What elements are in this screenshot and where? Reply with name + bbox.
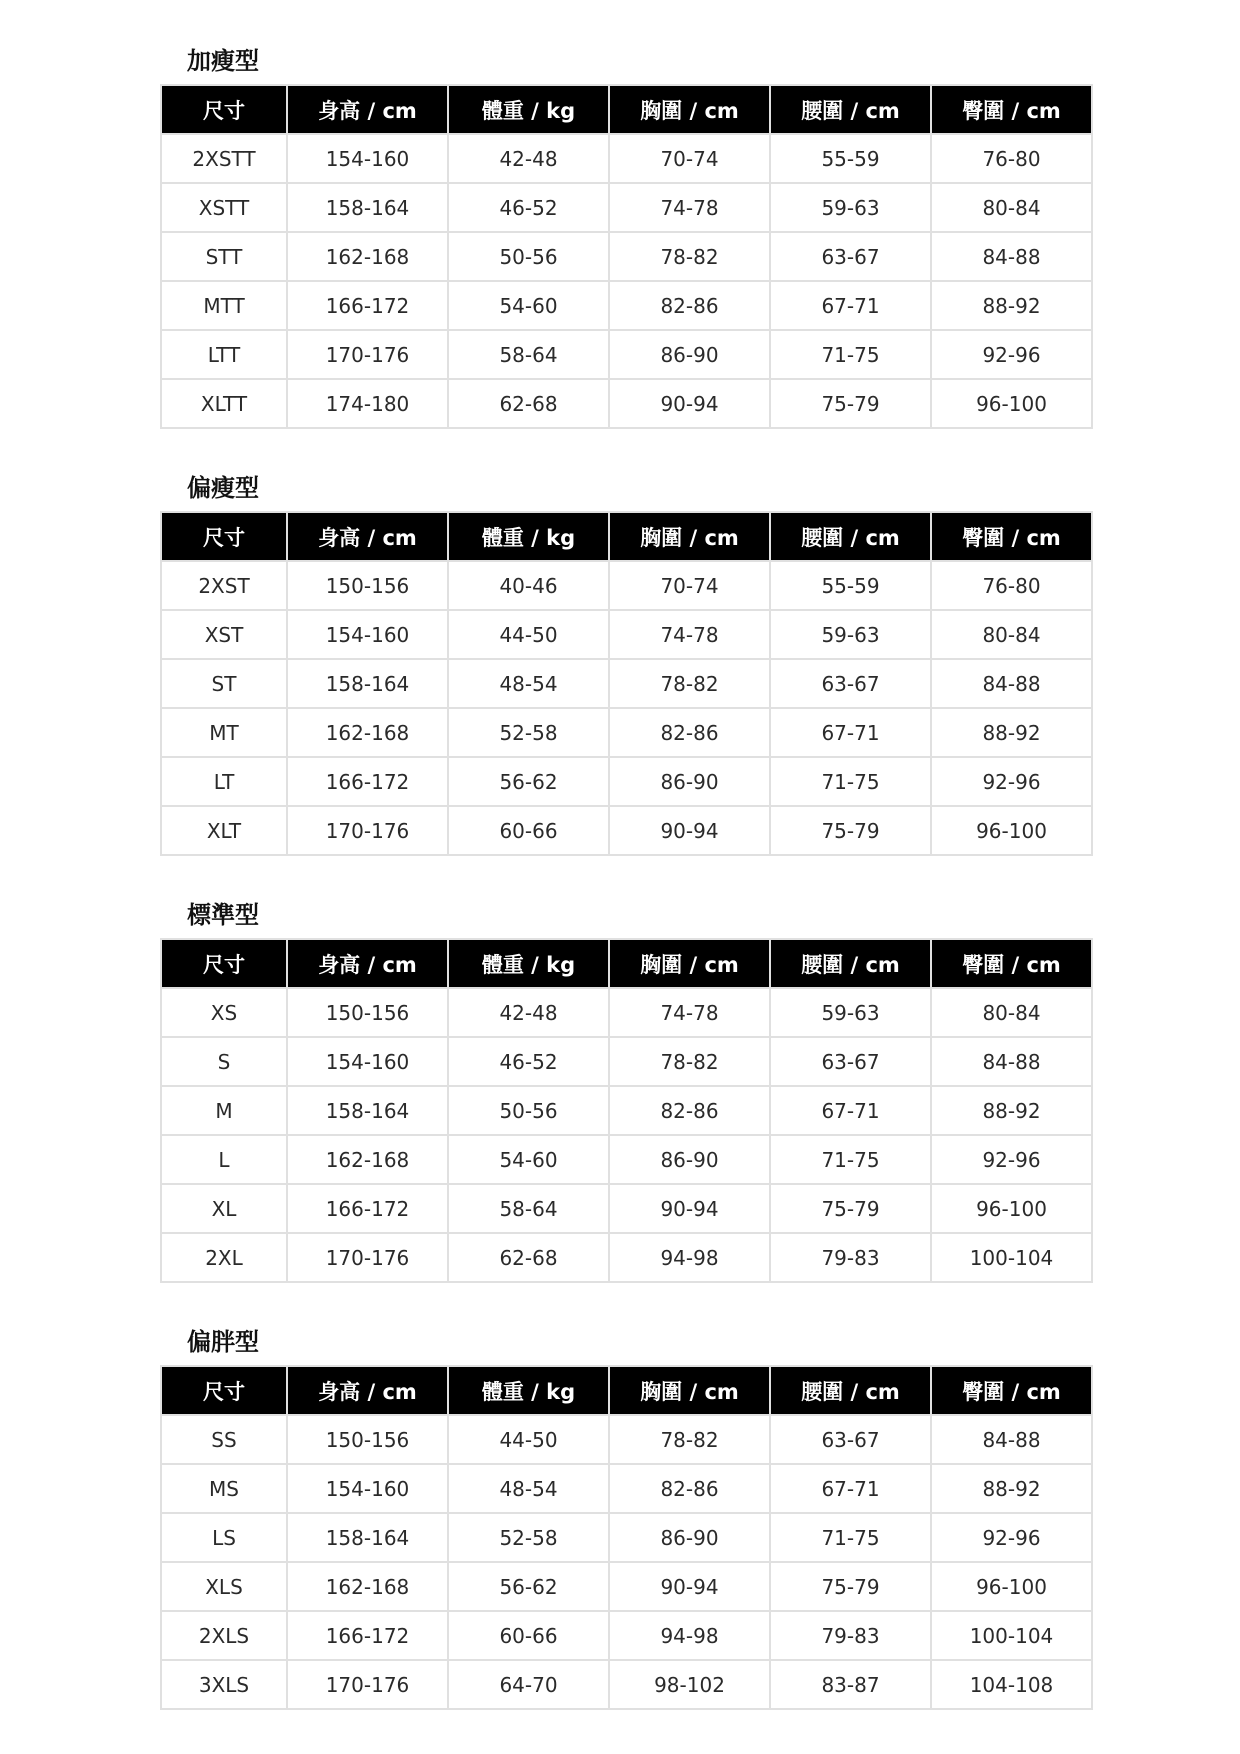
cell-waist: 67-71 <box>770 708 931 757</box>
cell-hip: 100-104 <box>931 1233 1092 1282</box>
cell-height: 162-168 <box>287 232 448 281</box>
cell-size: SS <box>161 1415 287 1464</box>
cell-height: 166-172 <box>287 281 448 330</box>
section-title: 偏胖型 <box>187 1328 259 1356</box>
cell-weight: 62-68 <box>448 1233 609 1282</box>
cell-size: 2XL <box>161 1233 287 1282</box>
cell-chest: 94-98 <box>609 1611 770 1660</box>
cell-chest: 82-86 <box>609 1464 770 1513</box>
cell-chest: 90-94 <box>609 806 770 855</box>
column-header-hip: 臀圍 / cm <box>931 85 1092 134</box>
column-header-hip: 臀圍 / cm <box>931 1366 1092 1415</box>
cell-hip: 80-84 <box>931 610 1092 659</box>
cell-height: 150-156 <box>287 1415 448 1464</box>
cell-height: 174-180 <box>287 379 448 428</box>
cell-chest: 86-90 <box>609 1513 770 1562</box>
cell-height: 158-164 <box>287 1513 448 1562</box>
table-row <box>161 1513 1092 1562</box>
table-row <box>161 659 1092 708</box>
cell-waist: 63-67 <box>770 1415 931 1464</box>
cell-height: 158-164 <box>287 659 448 708</box>
cell-hip: 84-88 <box>931 232 1092 281</box>
cell-weight: 60-66 <box>448 1611 609 1660</box>
column-header-waist: 腰圍 / cm <box>770 939 931 988</box>
cell-size: MT <box>161 708 287 757</box>
size-table <box>160 1365 1093 1710</box>
column-header-hip: 臀圍 / cm <box>931 939 1092 988</box>
cell-size: XS <box>161 988 287 1037</box>
cell-waist: 67-71 <box>770 1464 931 1513</box>
cell-size: 3XLS <box>161 1660 287 1709</box>
cell-chest: 90-94 <box>609 1562 770 1611</box>
cell-waist: 63-67 <box>770 659 931 708</box>
column-header-height: 身高 / cm <box>287 85 448 134</box>
cell-chest: 74-78 <box>609 610 770 659</box>
cell-weight: 62-68 <box>448 379 609 428</box>
cell-hip: 76-80 <box>931 134 1092 183</box>
cell-height: 166-172 <box>287 757 448 806</box>
cell-hip: 88-92 <box>931 708 1092 757</box>
cell-hip: 84-88 <box>931 659 1092 708</box>
cell-chest: 78-82 <box>609 232 770 281</box>
cell-weight: 42-48 <box>448 134 609 183</box>
cell-waist: 67-71 <box>770 281 931 330</box>
cell-size: 2XSTT <box>161 134 287 183</box>
column-header-size: 尺寸 <box>161 85 287 134</box>
section-title: 標準型 <box>187 901 259 929</box>
size-table <box>160 84 1093 429</box>
cell-waist: 83-87 <box>770 1660 931 1709</box>
section-title: 加瘦型 <box>187 47 259 75</box>
table-row <box>161 1184 1092 1233</box>
table-row <box>161 1660 1092 1709</box>
cell-waist: 59-63 <box>770 610 931 659</box>
cell-size: XLTT <box>161 379 287 428</box>
column-header-size: 尺寸 <box>161 939 287 988</box>
cell-chest: 74-78 <box>609 988 770 1037</box>
section-title: 偏瘦型 <box>187 474 259 502</box>
size-table <box>160 511 1093 856</box>
cell-weight: 54-60 <box>448 281 609 330</box>
column-header-waist: 腰圍 / cm <box>770 512 931 561</box>
cell-weight: 44-50 <box>448 1415 609 1464</box>
cell-size: XLT <box>161 806 287 855</box>
cell-chest: 98-102 <box>609 1660 770 1709</box>
table-header-row <box>161 1366 1092 1415</box>
cell-chest: 86-90 <box>609 1135 770 1184</box>
cell-size: ST <box>161 659 287 708</box>
cell-weight: 58-64 <box>448 330 609 379</box>
cell-height: 150-156 <box>287 561 448 610</box>
table-row <box>161 1135 1092 1184</box>
column-header-waist: 腰圍 / cm <box>770 1366 931 1415</box>
column-header-hip: 臀圍 / cm <box>931 512 1092 561</box>
cell-height: 154-160 <box>287 610 448 659</box>
cell-size: 2XST <box>161 561 287 610</box>
cell-height: 162-168 <box>287 708 448 757</box>
cell-waist: 75-79 <box>770 1562 931 1611</box>
cell-height: 154-160 <box>287 1037 448 1086</box>
cell-height: 158-164 <box>287 1086 448 1135</box>
cell-chest: 78-82 <box>609 1415 770 1464</box>
cell-hip: 92-96 <box>931 330 1092 379</box>
column-header-size: 尺寸 <box>161 1366 287 1415</box>
cell-height: 162-168 <box>287 1135 448 1184</box>
table-row <box>161 1233 1092 1282</box>
table-row <box>161 379 1092 428</box>
cell-height: 170-176 <box>287 330 448 379</box>
cell-height: 166-172 <box>287 1611 448 1660</box>
table-row <box>161 134 1092 183</box>
column-header-waist: 腰圍 / cm <box>770 85 931 134</box>
cell-hip: 80-84 <box>931 183 1092 232</box>
cell-hip: 88-92 <box>931 1464 1092 1513</box>
cell-size: XSTT <box>161 183 287 232</box>
cell-weight: 48-54 <box>448 659 609 708</box>
cell-chest: 78-82 <box>609 659 770 708</box>
cell-waist: 55-59 <box>770 134 931 183</box>
cell-hip: 76-80 <box>931 561 1092 610</box>
cell-waist: 71-75 <box>770 1513 931 1562</box>
cell-weight: 44-50 <box>448 610 609 659</box>
table-row <box>161 1037 1092 1086</box>
cell-chest: 90-94 <box>609 1184 770 1233</box>
cell-hip: 92-96 <box>931 1135 1092 1184</box>
column-header-chest: 胸圍 / cm <box>609 1366 770 1415</box>
cell-waist: 79-83 <box>770 1233 931 1282</box>
cell-size: S <box>161 1037 287 1086</box>
table-row <box>161 988 1092 1037</box>
table-row <box>161 610 1092 659</box>
cell-height: 162-168 <box>287 1562 448 1611</box>
cell-weight: 40-46 <box>448 561 609 610</box>
cell-weight: 50-56 <box>448 1086 609 1135</box>
cell-size: L <box>161 1135 287 1184</box>
cell-waist: 59-63 <box>770 183 931 232</box>
cell-chest: 70-74 <box>609 134 770 183</box>
cell-hip: 96-100 <box>931 379 1092 428</box>
cell-waist: 63-67 <box>770 1037 931 1086</box>
cell-chest: 78-82 <box>609 1037 770 1086</box>
cell-size: XL <box>161 1184 287 1233</box>
table-row <box>161 1562 1092 1611</box>
cell-size: M <box>161 1086 287 1135</box>
cell-waist: 55-59 <box>770 561 931 610</box>
cell-size: LS <box>161 1513 287 1562</box>
cell-chest: 86-90 <box>609 757 770 806</box>
cell-size: LTT <box>161 330 287 379</box>
cell-size: XLS <box>161 1562 287 1611</box>
column-header-weight: 體重 / kg <box>448 512 609 561</box>
cell-height: 158-164 <box>287 183 448 232</box>
cell-weight: 42-48 <box>448 988 609 1037</box>
cell-hip: 96-100 <box>931 1562 1092 1611</box>
table-row <box>161 561 1092 610</box>
column-header-chest: 胸圍 / cm <box>609 512 770 561</box>
cell-height: 170-176 <box>287 1233 448 1282</box>
cell-chest: 82-86 <box>609 281 770 330</box>
table-header-row <box>161 512 1092 561</box>
cell-hip: 84-88 <box>931 1037 1092 1086</box>
column-header-size: 尺寸 <box>161 512 287 561</box>
cell-weight: 52-58 <box>448 1513 609 1562</box>
cell-hip: 92-96 <box>931 1513 1092 1562</box>
cell-height: 166-172 <box>287 1184 448 1233</box>
cell-chest: 94-98 <box>609 1233 770 1282</box>
table-row <box>161 708 1092 757</box>
cell-waist: 79-83 <box>770 1611 931 1660</box>
cell-hip: 80-84 <box>931 988 1092 1037</box>
cell-waist: 71-75 <box>770 330 931 379</box>
cell-hip: 100-104 <box>931 1611 1092 1660</box>
cell-weight: 60-66 <box>448 806 609 855</box>
cell-waist: 75-79 <box>770 1184 931 1233</box>
cell-chest: 74-78 <box>609 183 770 232</box>
cell-size: STT <box>161 232 287 281</box>
cell-size: 2XLS <box>161 1611 287 1660</box>
column-header-weight: 體重 / kg <box>448 939 609 988</box>
cell-weight: 58-64 <box>448 1184 609 1233</box>
cell-chest: 70-74 <box>609 561 770 610</box>
cell-weight: 54-60 <box>448 1135 609 1184</box>
cell-chest: 90-94 <box>609 379 770 428</box>
cell-chest: 86-90 <box>609 330 770 379</box>
cell-hip: 84-88 <box>931 1415 1092 1464</box>
cell-hip: 88-92 <box>931 1086 1092 1135</box>
cell-size: LT <box>161 757 287 806</box>
table-row <box>161 1611 1092 1660</box>
size-table <box>160 938 1093 1283</box>
table-row <box>161 806 1092 855</box>
column-header-height: 身高 / cm <box>287 1366 448 1415</box>
cell-hip: 104-108 <box>931 1660 1092 1709</box>
cell-hip: 96-100 <box>931 1184 1092 1233</box>
cell-size: MS <box>161 1464 287 1513</box>
table-row <box>161 1415 1092 1464</box>
table-header-row <box>161 939 1092 988</box>
column-header-weight: 體重 / kg <box>448 85 609 134</box>
cell-chest: 82-86 <box>609 1086 770 1135</box>
cell-weight: 64-70 <box>448 1660 609 1709</box>
column-header-height: 身高 / cm <box>287 512 448 561</box>
cell-weight: 56-62 <box>448 1562 609 1611</box>
cell-weight: 52-58 <box>448 708 609 757</box>
column-header-chest: 胸圍 / cm <box>609 939 770 988</box>
cell-waist: 67-71 <box>770 1086 931 1135</box>
cell-height: 170-176 <box>287 806 448 855</box>
cell-size: MTT <box>161 281 287 330</box>
cell-height: 154-160 <box>287 1464 448 1513</box>
cell-weight: 46-52 <box>448 183 609 232</box>
cell-weight: 56-62 <box>448 757 609 806</box>
table-row <box>161 1464 1092 1513</box>
column-header-height: 身高 / cm <box>287 939 448 988</box>
column-header-chest: 胸圍 / cm <box>609 85 770 134</box>
cell-height: 150-156 <box>287 988 448 1037</box>
cell-size: XST <box>161 610 287 659</box>
cell-hip: 92-96 <box>931 757 1092 806</box>
table-row <box>161 330 1092 379</box>
cell-chest: 82-86 <box>609 708 770 757</box>
cell-hip: 88-92 <box>931 281 1092 330</box>
table-row <box>161 183 1092 232</box>
column-header-weight: 體重 / kg <box>448 1366 609 1415</box>
cell-hip: 96-100 <box>931 806 1092 855</box>
table-header-row <box>161 85 1092 134</box>
cell-waist: 75-79 <box>770 806 931 855</box>
cell-waist: 59-63 <box>770 988 931 1037</box>
cell-weight: 50-56 <box>448 232 609 281</box>
cell-height: 170-176 <box>287 1660 448 1709</box>
cell-height: 154-160 <box>287 134 448 183</box>
cell-waist: 75-79 <box>770 379 931 428</box>
table-row <box>161 232 1092 281</box>
cell-waist: 63-67 <box>770 232 931 281</box>
table-row <box>161 757 1092 806</box>
cell-weight: 46-52 <box>448 1037 609 1086</box>
cell-waist: 71-75 <box>770 1135 931 1184</box>
table-row <box>161 281 1092 330</box>
cell-waist: 71-75 <box>770 757 931 806</box>
table-row <box>161 1086 1092 1135</box>
cell-weight: 48-54 <box>448 1464 609 1513</box>
